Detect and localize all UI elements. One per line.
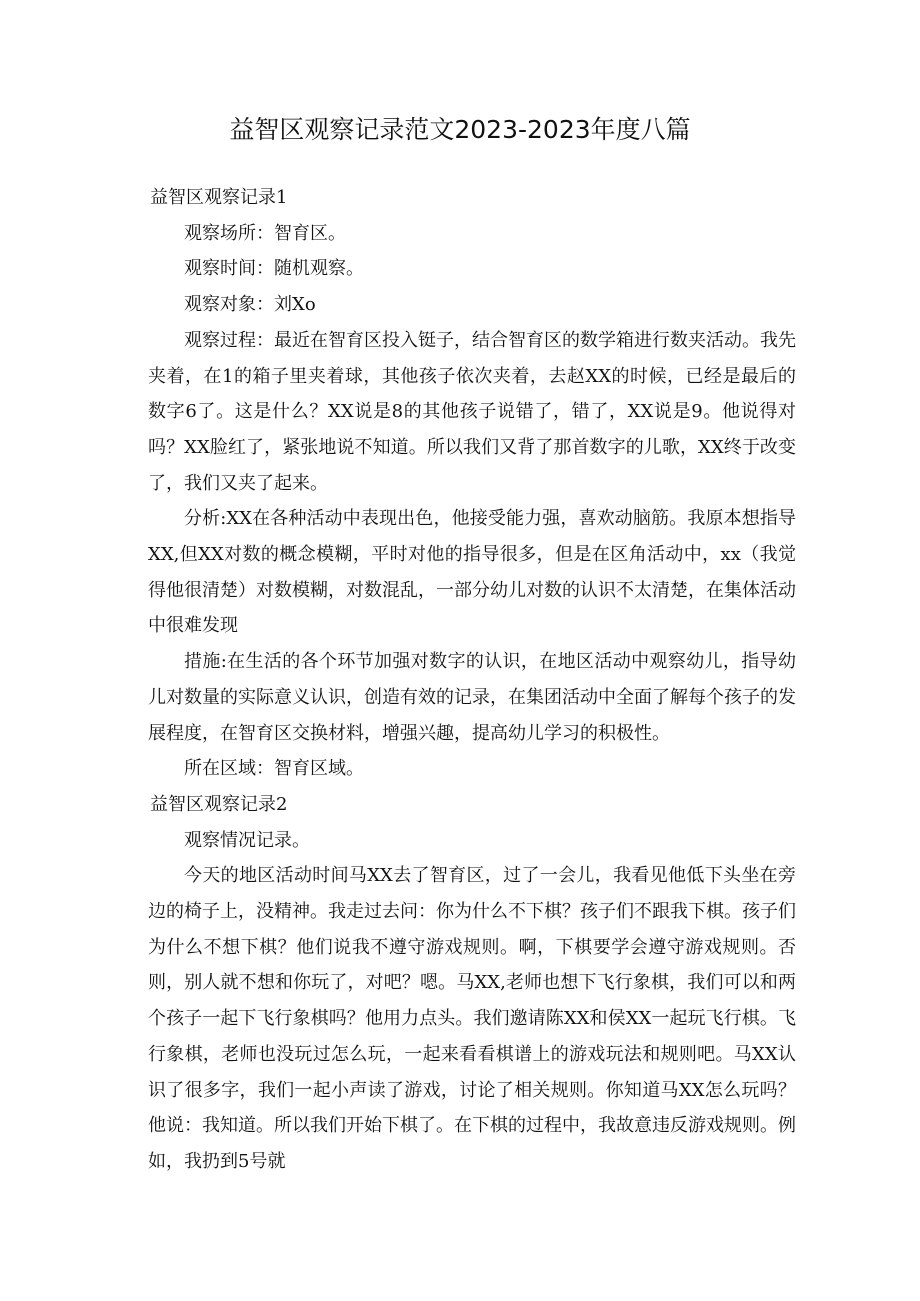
paragraph: 观察情况记录。 — [184, 829, 310, 851]
paragraph: 措施:在生活的各个环节加强对数字的认识，在地区活动中观察幼儿，指导幼儿对数量的实际意义认识，创造有效的记录，在集团活动中全面了解每个孩子的发展程度，在智育区交换材料，增强兴趣，提高幼儿学习的积极性。 — [148, 651, 796, 744]
paragraph: 所在区域：智育区域。 — [184, 758, 364, 780]
section-heading: 益智区观察记录1 — [150, 187, 288, 208]
paragraph: 观察场所：智育区。 — [184, 222, 346, 244]
section-heading: 益智区观察记录2 — [150, 793, 288, 815]
paragraph: 分析:XX在各种活动中表现出色，他接受能力强，喜欢动脑筋。我原本想指导XX,但XX对数的概念模糊，平时对他的指导很多，但是在区角活动中，xx（我觉得他很清楚）对数模糊，对数混乱，一部分幼儿对数的认识不太清楚，在集体活动中很难发现 — [148, 508, 796, 637]
document-body — [148, 180, 796, 1180]
paragraph: 观察对象：刘Xo — [184, 294, 316, 316]
paragraph: 今天的地区活动时间马XX去了智育区，过了一会儿，我看见他低下头坐在旁边的椅子上，没精神。我走过去问：你为什么不下棋？孩子们不跟我下棋。孩子们为什么不想下棋？他们说我不遵守游戏规则。啊，下棋要学会遵守游戏规则。否则，别人就不想和你玩了，对吧？嗯。马XX,老师也想下飞行象棋，我们可以和两个孩子一起下飞行象棋吗？他用力点头。我们邀请陈XX和侯XX一起玩飞行棋。飞行象棋，老师也没玩过怎么玩，一起来看看棋谱上的游戏玩法和规则吧。马XX认识了很多字，我们一起小声读了游戏，讨论了相关规则。你知道马XX怎么玩吗？他说：我知道。所以我们开始下棋了。在下棋的过程中，我故意违反游戏规则。例如，我扔到5号就 — [148, 865, 796, 1172]
paragraph: 观察时间：随机观察。 — [184, 258, 364, 280]
document-title: 益智区观察记录范文2023-2023年度八篇 — [229, 115, 691, 144]
paragraph: 观察过程：最近在智育区投入铤子，结合智育区的数学箱进行数夹活动。我先夹着，在1的箱子里夹着球，其他孩子依次夹着，去赵XX的时候，已经是最后的数字6了。这是什么？XX说是8的其他孩子说错了，错了，XX说是9。他说得对吗？XX脸红了，紧张地说不知道。所以我们又背了那首数字的儿歌，XX终于改变了，我们又夹了起来。 — [148, 329, 796, 494]
